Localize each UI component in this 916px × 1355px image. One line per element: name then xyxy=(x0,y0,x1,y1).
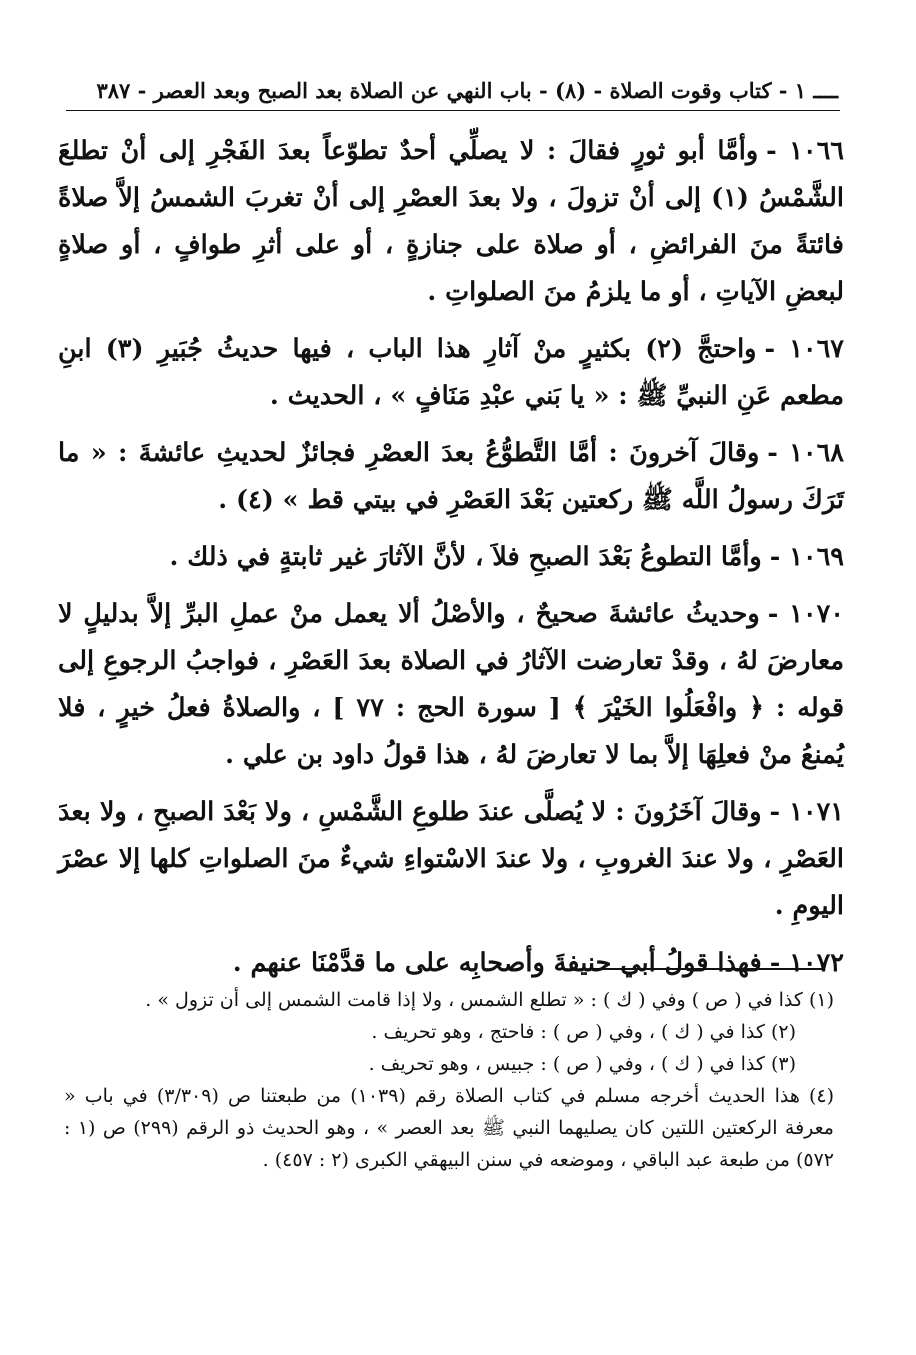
paragraph-1068 xyxy=(58,430,844,524)
paragraph-text: وأمَّا التطوعُ بَعْدَ الصبحِ فلاَ ، لأنَّ الآثارَ غير ثابتةٍ في ذلك . xyxy=(169,542,762,572)
footnote-rule xyxy=(590,968,824,970)
paragraph-number: ١٠٧١ - xyxy=(769,797,844,827)
paragraph-number: ١٠٦٩ - xyxy=(769,542,844,572)
footnote-4: (٤) هذا الحديث أخرجه مسلم في كتاب الصلاة رقم (١٠٣٩) من طبعتنا ص (٣/٣٠٩) في باب « معرفة الركعتين اللتين كان يصليهما النبي ﷺ بعد العصر » ، وهو الحديث ذو الرقم (٢٩٩) ص (١ : ٥٧٢) من طبعة عبد الباقي ، وموضعه في سنن البيهقي الكبرى (٢ : ٤٥٧) . xyxy=(64,1085,834,1171)
header-rule xyxy=(66,110,840,111)
paragraph-1071 xyxy=(58,789,844,930)
main-text xyxy=(58,128,844,997)
paragraph-1067 xyxy=(58,326,844,420)
paragraph-number: ١٠٧٠ - xyxy=(767,599,844,629)
paragraph-text: واحتجَّ (٢) بكثيرٍ منْ آثارِ هذا الباب ، فيها حديثُ جُبَيرِ (٣) ابنِ مطعم عَنِ النبيِّ ﷺ : « يا بَني عبْدِ مَنَافٍ » ، الحديث . xyxy=(58,334,844,411)
running-header: ــــ ١ - كتاب وقوت الصلاة - (٨) - باب النهي عن الصلاة بعد الصبح وبعد العصر - ٣٨٧ xyxy=(96,78,838,103)
paragraph-text: وقالَ آخرونَ : أمَّا التَّطوُّعُ بعدَ العصْرِ فجائزٌ لحديثِ عائشةَ : « ما تَرَكَ رسولُ اللَّه ﷺ ركعتين بَعْدَ العَصْرِ في بيتي قط » (٤) . xyxy=(58,438,844,515)
footnotes xyxy=(64,984,834,1176)
paragraph-1072 xyxy=(58,940,844,987)
paragraph-text: وأمَّا أبو ثورٍ فقالَ : لا يصلِّي أحدٌ تطوّعاً بعدَ الفَجْرِ إلى أنْ تطلعَ الشَّمْسُ (١) إلى أنْ تزولَ ، ولا بعدَ العصْرِ إلى أنْ تغربَ الشمسُ إلاَّ صلاةً فائتةً منَ الفرائضِ ، أو صلاة على جنازةٍ ، أو على أثرِ طوافٍ ، أو صلاةٍ لبعضِ الآياتِ ، أو ما يلزمُ منَ الصلواتِ . xyxy=(58,136,844,307)
footnote-2: (٢) كذا في ( ك ) ، وفي ( ص ) : فاحتج ، وهو تحريف . xyxy=(371,1021,796,1043)
paragraph-number: ١٠٧٢ - xyxy=(769,948,844,978)
paragraph-number: ١٠٦٧ - xyxy=(764,334,844,364)
paragraph-1066 xyxy=(58,128,844,316)
paragraph-number: ١٠٦٨ - xyxy=(767,438,844,468)
paragraph-1069 xyxy=(58,534,844,581)
paragraph-text: وحديثُ عائشةَ صحيحٌ ، والأصْلُ ألا يعمل منْ عملِ البرِّ إلاَّ بدليلٍ لا معارضَ لهُ ، وقدْ تعارضت الآثارُ في الصلاة بعدَ العَصْرِ ، فواجبُ الرجوعِ إلى قوله : ﴿ وافْعَلُوا الخَيْرَ ﴾ [ سورة الحج : ٧٧ ] ، والصلاةُ فعلُ خيرٍ ، فلا يُمنعُ منْ فعلِهَا إلاَّ بما لا تعارضَ لهُ ، هذا قولُ داود بن علي . xyxy=(58,599,845,770)
footnote-1: (١) كذا في ( ص ) وفي ( ك ) : « تطلع الشمس ، ولا إذا قامت الشمس إلى أن تزول » . xyxy=(145,989,834,1011)
paragraph-text: فهذا قولُ أبي حنيفةَ وأصحابِه على ما قدَّمْنَا عنهم . xyxy=(232,948,762,978)
footnote-3: (٣) كذا في ( ك ) ، وفي ( ص ) : جبيس ، وهو تحريف . xyxy=(368,1053,796,1075)
paragraph-1070 xyxy=(58,591,844,779)
paragraph-number: ١٠٦٦ - xyxy=(766,136,844,166)
paragraph-text: وقالَ آخَرُونَ : لا يُصلَّى عندَ طلوعِ الشَّمْسِ ، ولا بَعْدَ الصبحِ ، ولا بعدَ العَصْرِ ، ولا عندَ الغروبِ ، ولا عندَ الاسْتواءِ شيءٌ منَ الصلواتِ كلها إلا عصْرَ اليومِ . xyxy=(58,797,844,921)
